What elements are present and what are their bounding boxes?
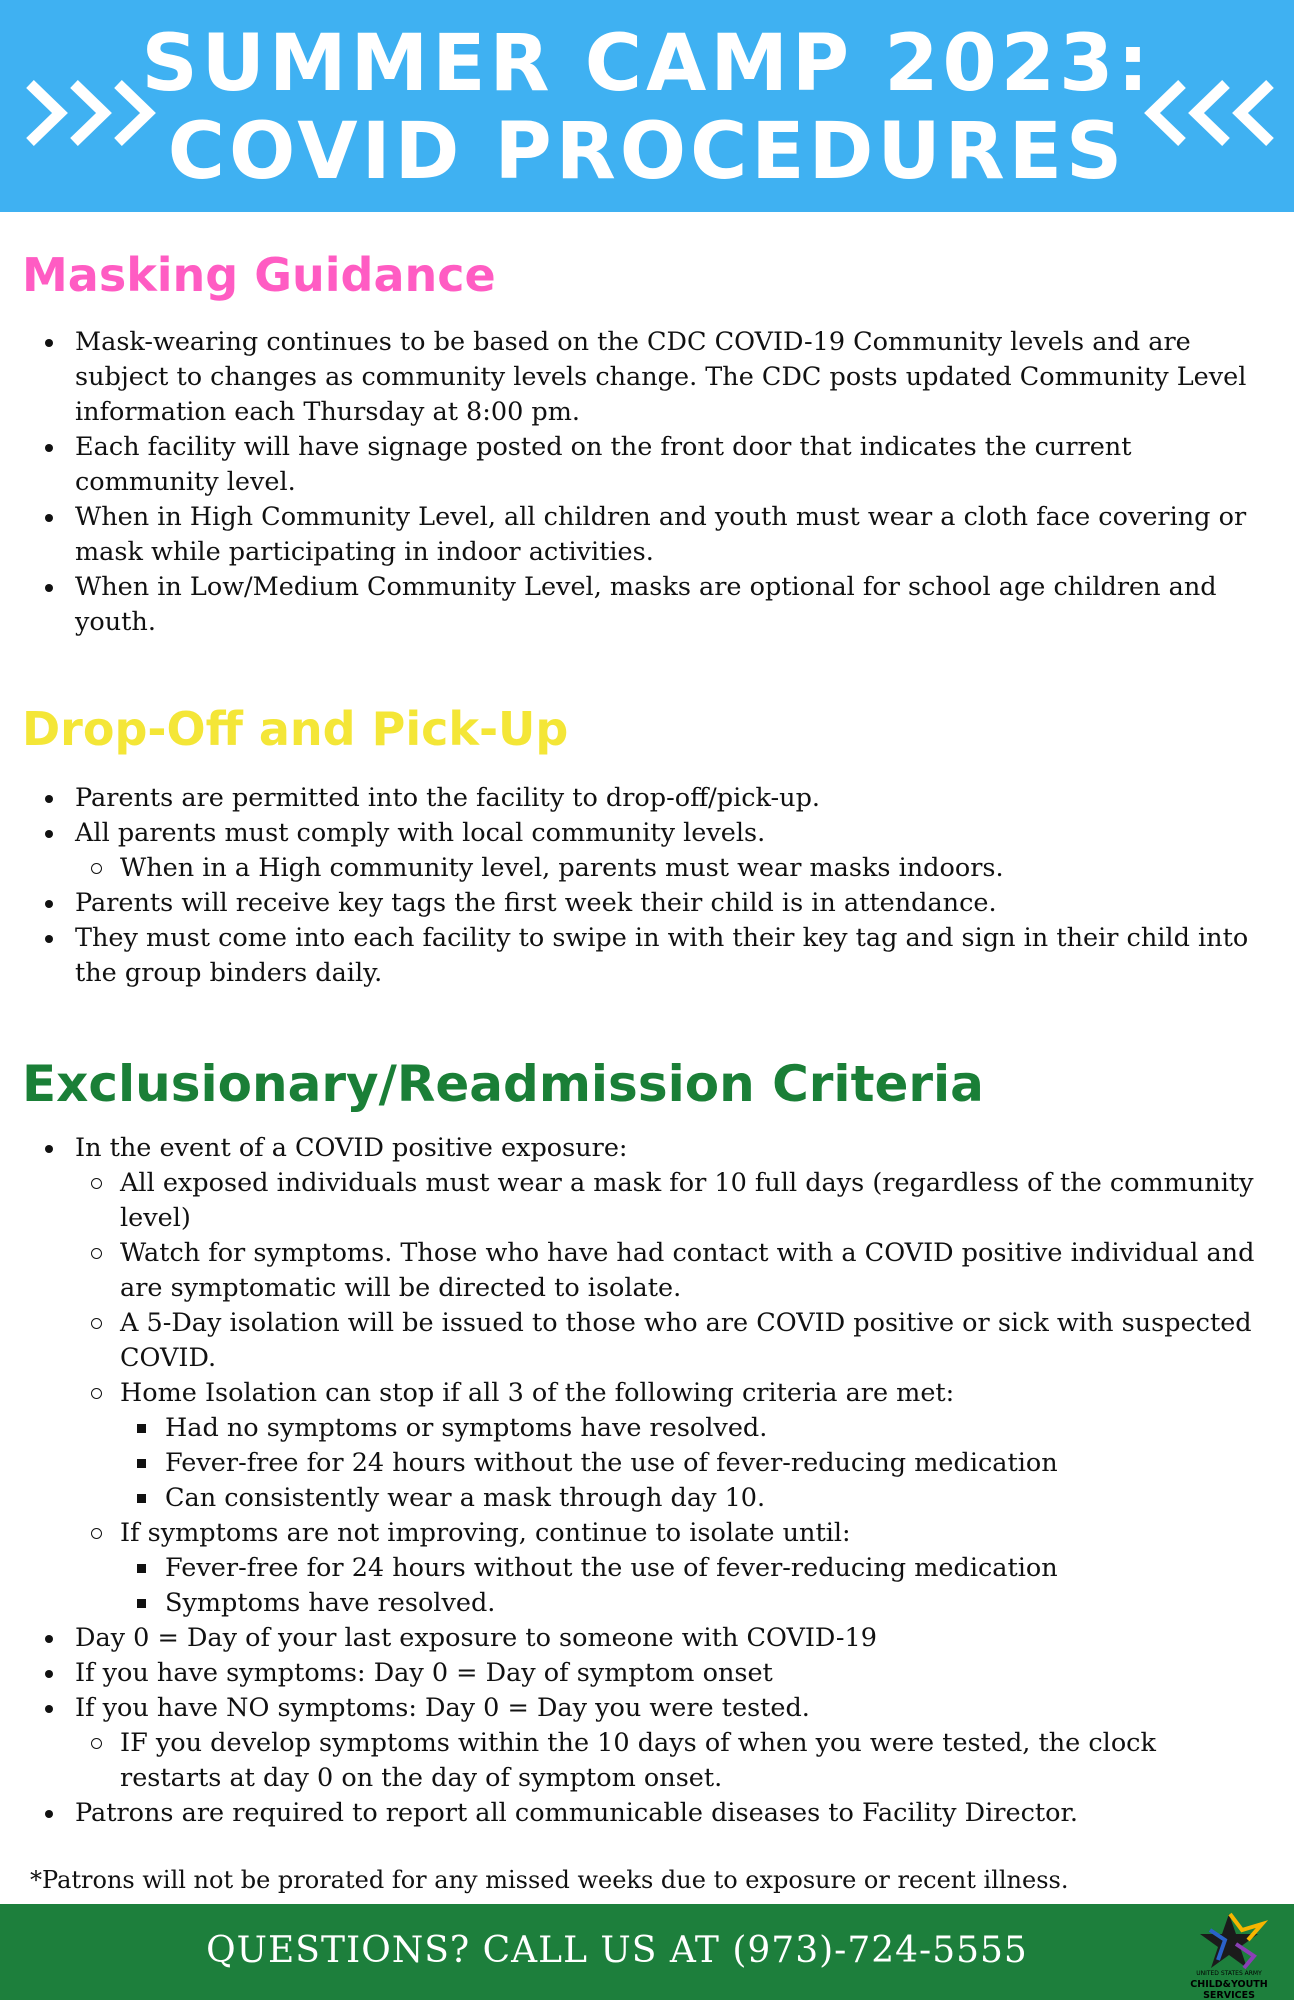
list-item: If you have symptoms: Day 0 = Day of symptom onset <box>75 1656 1255 1691</box>
list-item: Home Isolation can stop if all 3 of the following criteria are met: <box>120 1376 1255 1411</box>
list-item: Day 0 = Day of your last exposure to someone with COVID-19 <box>75 1621 1255 1656</box>
cys-logo <box>1170 1910 1288 2000</box>
star-icon <box>1170 1910 1288 1972</box>
list-item: Had no symptoms or symptoms have resolved. <box>165 1411 1255 1446</box>
list-item: They must come into each facility to swipe in with their key tag and sign in their child into the group binders daily. <box>75 921 1255 991</box>
list-item: When in Low/Medium Community Level, masks are optional for school age children and youth. <box>75 570 1255 640</box>
list-item: Fever-free for 24 hours without the use of fever-reducing medication <box>165 1446 1255 1481</box>
dropoff-pickup-heading: Drop-Off and Pick-Up <box>22 702 569 756</box>
footer-banner <box>0 1904 1294 2000</box>
list-item: All parents must comply with local community levels. <box>75 816 1255 851</box>
list-item: Watch for symptoms. Those who have had contact with a COVID positive individual and are symptomatic will be directed to isolate. <box>120 1236 1255 1306</box>
list-item: Parents are permitted into the facility to drop-off/pick-up. <box>75 781 1255 816</box>
list-item: Symptoms have resolved. <box>165 1586 1255 1621</box>
logo-line-1: UNITED STATES ARMY <box>1196 1970 1262 1977</box>
title-line-2: COVID PROCEDURES <box>167 107 1127 197</box>
footnote: *Patrons will not be prorated for any missed weeks due to exposure or recent illness. <box>30 1866 1069 1894</box>
header-banner <box>0 0 1294 212</box>
list-item: Mask-wearing continues to be based on the CDC COVID-19 Community levels and are subject to changes as community levels change. The CDC posts updated Community Level information each Thursday at 8:00 pm. <box>75 325 1255 430</box>
title-line-1: SUMMER CAMP 2023: <box>141 19 1153 109</box>
chevrons-left-icon <box>1130 76 1280 150</box>
list-item: If symptoms are not improving, continue to isolate until: <box>120 1516 1255 1551</box>
list-item: Parents will receive key tags the first week their child is in attendance. <box>75 886 1255 921</box>
list-item: Fever-free for 24 hours without the use of fever-reducing medication <box>165 1551 1255 1586</box>
list-item: Patrons are required to report all communicable diseases to Facility Director. <box>75 1796 1255 1831</box>
contact-phone: QUESTIONS? CALL US AT (973)-724-5555 <box>206 1930 1028 1971</box>
list-item: When in High Community Level, all children and youth must wear a cloth face covering or mask while participating in indoor activities. <box>75 500 1255 570</box>
list-item: IF you develop symptoms within the 10 days of when you were tested, the clock restarts at day 0 on the day of symptom onset. <box>120 1726 1255 1796</box>
list-item: When in a High community level, parents must wear masks indoors. <box>120 851 1255 886</box>
dropoff-list <box>75 781 1255 991</box>
masking-list <box>75 325 1255 640</box>
list-item: In the event of a COVID positive exposure: <box>75 1131 1255 1166</box>
list-item: If you have NO symptoms: Day 0 = Day you were tested. <box>75 1691 1255 1726</box>
list-item: Each facility will have signage posted on the front door that indicates the current community level. <box>75 430 1255 500</box>
exclusion-criteria-heading: Exclusionary/Readmission Criteria <box>22 1055 984 1113</box>
masking-guidance-heading: Masking Guidance <box>22 248 496 302</box>
list-item: All exposed individuals must wear a mask for 10 full days (regardless of the community level) <box>120 1166 1255 1236</box>
logo-line-2: CHILD&YOUTH SERVICES <box>1190 1979 1268 2000</box>
list-item: Can consistently wear a mask through day 10. <box>165 1481 1255 1516</box>
page-title <box>0 20 1294 196</box>
list-item: A 5-Day isolation will be issued to those who are COVID positive or sick with suspected COVID. <box>120 1306 1255 1376</box>
exclusion-list <box>75 1131 1255 1831</box>
